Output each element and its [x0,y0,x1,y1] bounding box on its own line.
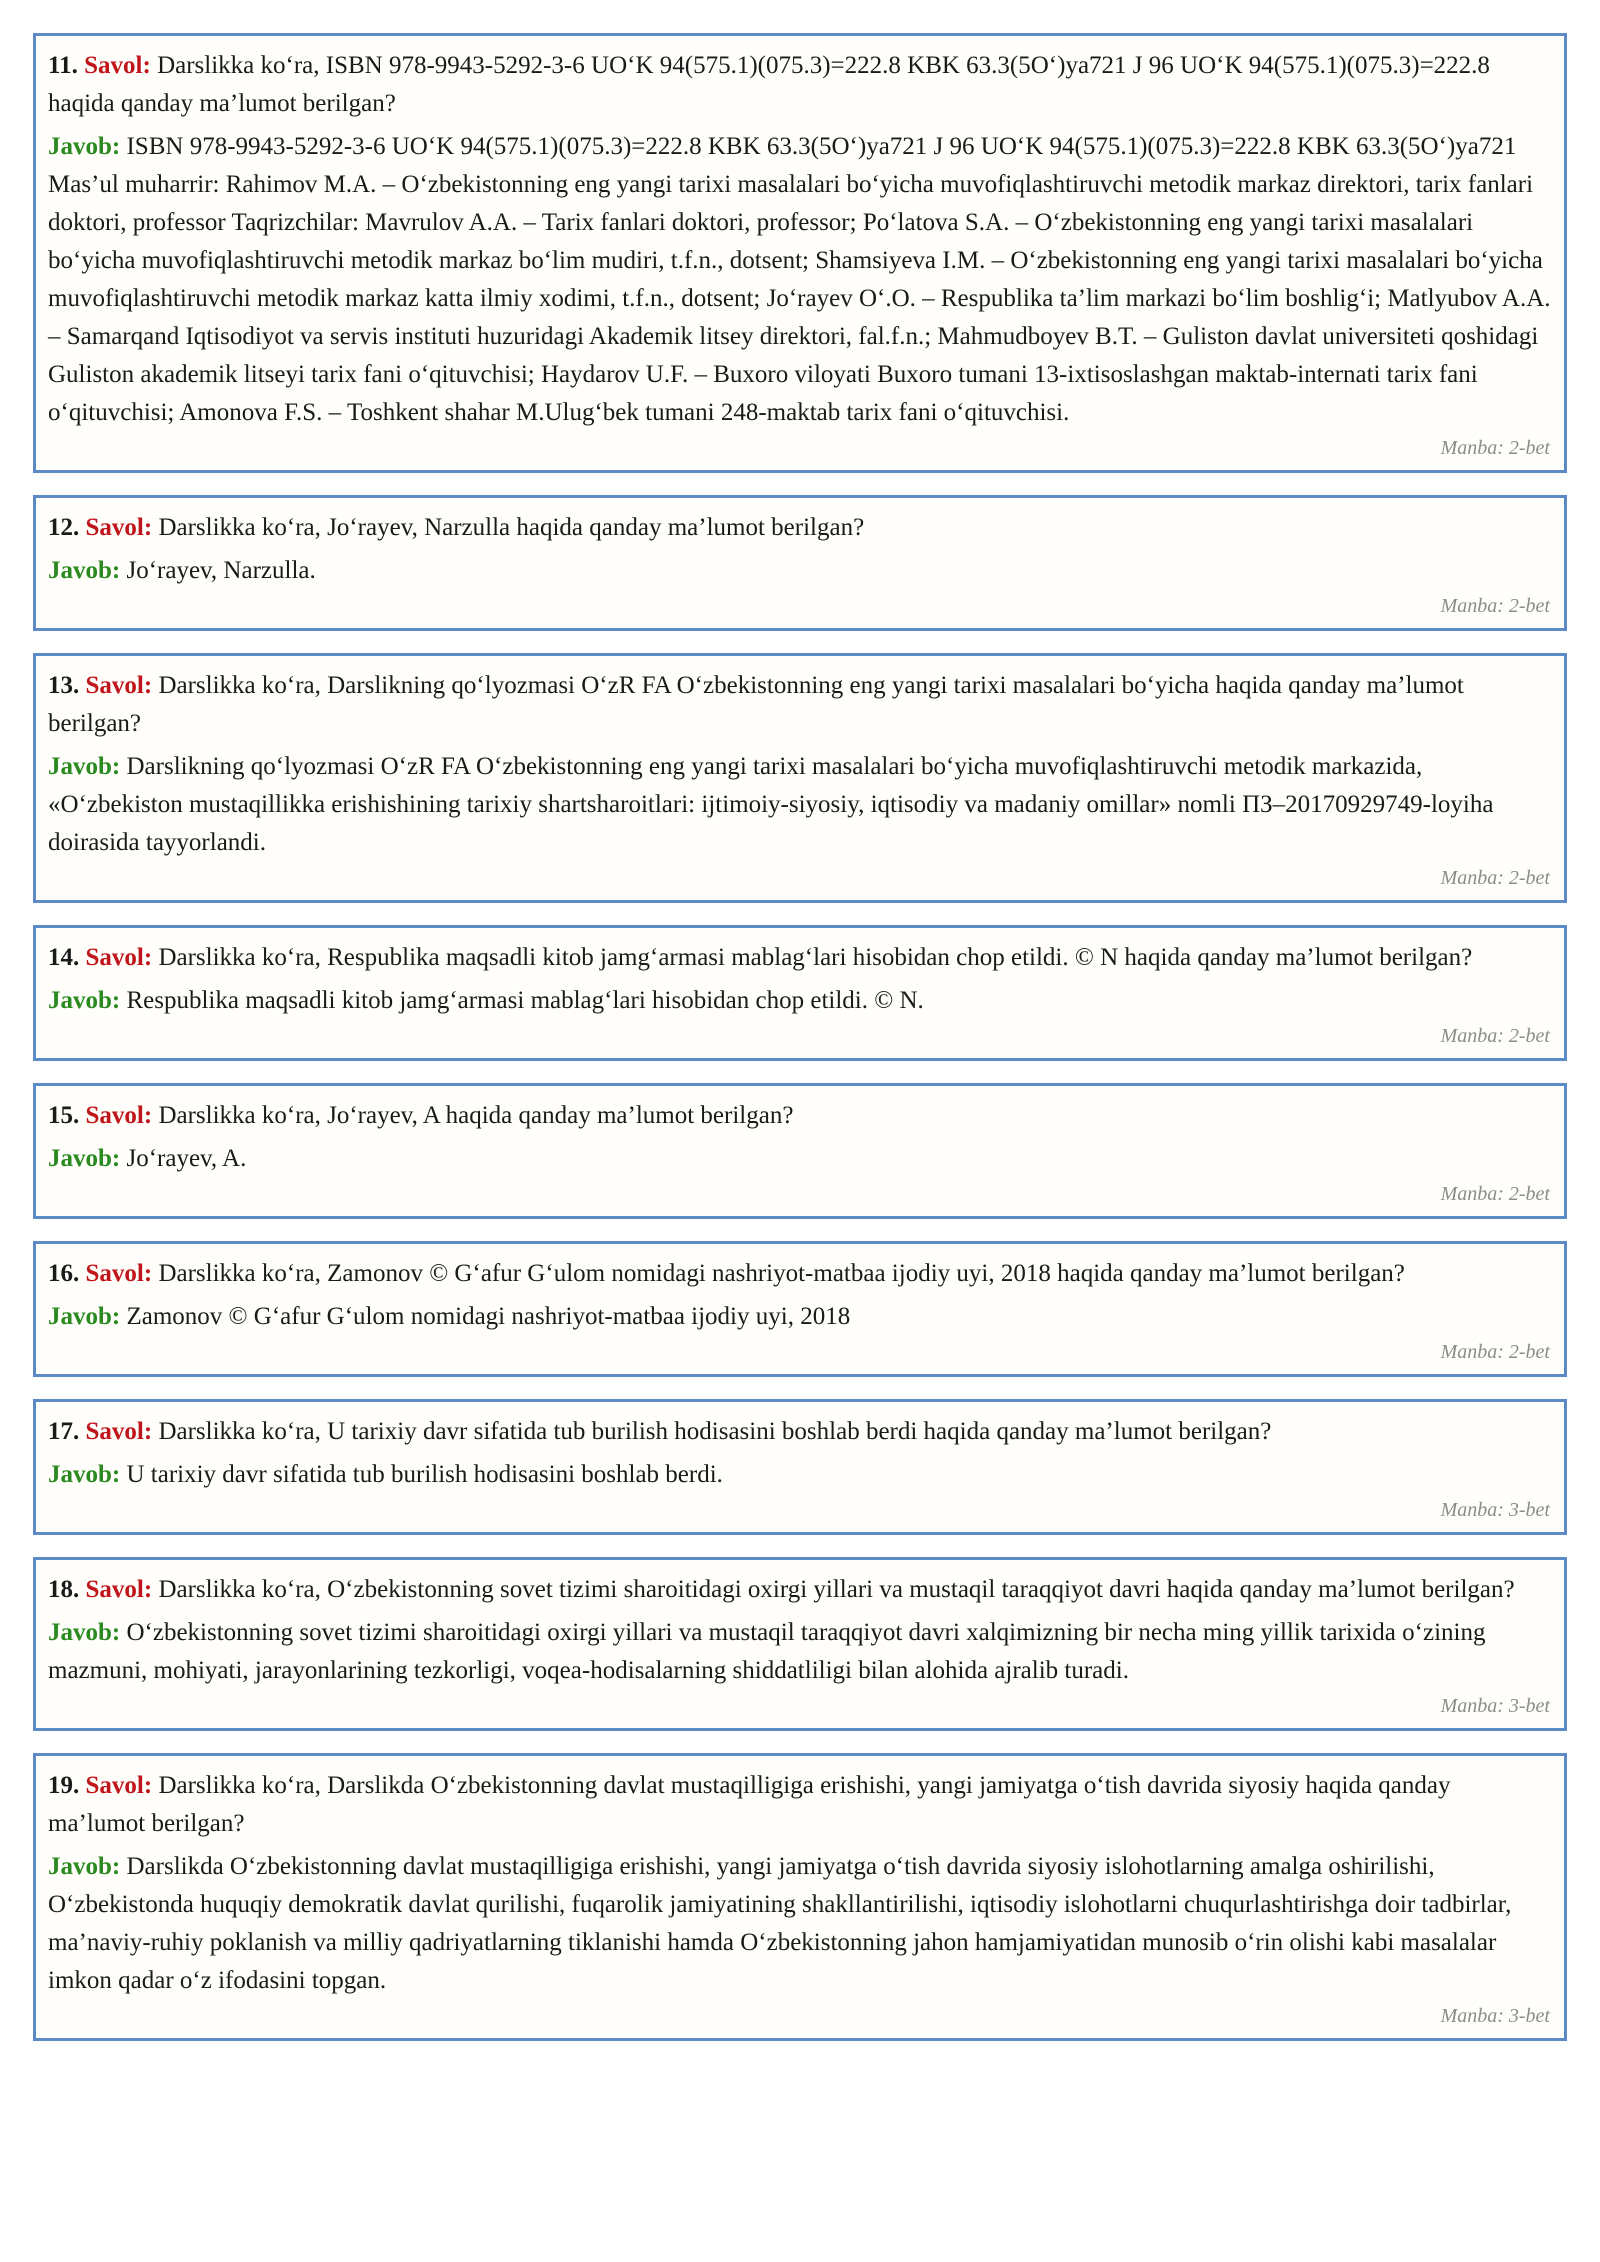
question-number: 12. [48,514,80,541]
question-number: 16. [48,1260,80,1287]
answer-line [48,1614,1552,1690]
qa-card [33,925,1567,1061]
qa-card [33,653,1567,903]
answer-line [48,748,1552,862]
qa-list [33,33,1567,2063]
source-reference: Manba: 2-bet [1440,437,1550,459]
question-text: Darslikka ko‘ra, Respublika maqsadli kitob jamg‘armasi mablag‘lari hisobidan chop etildi. © N haqida qanday ma’lumot berilgan? [158,944,1473,971]
source-reference: Manba: 3-bet [1440,1695,1550,1717]
answer-label: Javob: [48,1619,121,1646]
qa-card [33,1241,1567,1377]
question-text: Darslikka ko‘ra, Jo‘rayev, A haqida qanday ma’lumot berilgan? [158,1102,794,1129]
answer-line [48,1298,1552,1336]
question-text: Darslikka ko‘ra, Zamonov © G‘afur G‘ulom nomidagi nashriyot-matbaa ijodiy uyi, 2018 haqida qanday ma’lumot berilgan? [158,1260,1405,1287]
source-reference: Manba: 3-bet [1440,1499,1550,1521]
answer-line [48,552,1552,590]
question-number: 19. [48,1772,80,1799]
question-label: Savol: [85,1576,153,1603]
answer-label: Javob: [48,133,121,160]
answer-label: Javob: [48,753,121,780]
answer-text: U tarixiy davr sifatida tub burilish hodisasini boshlab berdi. [126,1461,723,1488]
answer-line [48,1456,1552,1494]
question-text: Darslikka ko‘ra, U tarixiy davr sifatida tub burilish hodisasini boshlab berdi haqida qanday ma’lumot berilgan? [158,1418,1272,1445]
question-line [48,509,1552,547]
question-text: Darslikka ko‘ra, Darslikda O‘zbekistonning davlat mustaqilligiga erishishi, yangi jamiyatga o‘tish davrida siyosiy haqida qanday ma’lumot berilgan? [48,1772,1451,1837]
question-label: Savol: [85,944,153,971]
source-reference: Manba: 2-bet [1440,1183,1550,1205]
question-label: Savol: [85,1418,153,1445]
answer-label: Javob: [48,1853,121,1880]
question-text: Darslikka ko‘ra, Jo‘rayev, Narzulla haqida qanday ma’lumot berilgan? [158,514,865,541]
qa-card [33,495,1567,631]
question-label: Savol: [85,1772,153,1799]
question-text: Darslikka ko‘ra, ISBN 978-9943-5292-3-6 UO‘K 94(575.1)(075.3)=222.8 KBK 63.3(5O‘)ya721 J 96 UO‘K 94(575.1)(075.3)=222.8 haqida qanday ma’lumot berilgan? [48,52,1490,117]
source-reference: Manba: 2-bet [1440,595,1550,617]
answer-line [48,1140,1552,1178]
answer-label: Javob: [48,1461,121,1488]
question-number: 18. [48,1576,80,1603]
question-label: Savol: [85,1260,153,1287]
question-label: Savol: [85,514,153,541]
source-reference: Manba: 3-bet [1440,2005,1550,2027]
question-number: 15. [48,1102,80,1129]
answer-label: Javob: [48,557,121,584]
answer-line [48,128,1552,432]
source-reference: Manba: 2-bet [1440,1025,1550,1047]
qa-card [33,33,1567,473]
question-label: Savol: [84,52,151,79]
qa-card [33,1399,1567,1535]
question-line [48,47,1552,123]
question-line [48,1571,1552,1609]
source-reference: Manba: 2-bet [1440,867,1550,889]
qa-card [33,1557,1567,1731]
answer-text: ISBN 978-9943-5292-3-6 UO‘K 94(575.1)(075.3)=222.8 KBK 63.3(5O‘)ya721 J 96 UO‘K 94(575.1)(075.3)=222.8 KBK 63.3(5O‘)ya721 Mas’ul muharrir: Rahimov M.A. – O‘zbekistonning eng yangi tarixi masalalari bo‘yicha muvofiqlashtiruvchi metodik markaz direktori, tarix fanlari doktori, professor Taqrizchilar: Mavrulov A.A. – Tarix fanlari doktori, professor; Po‘latova S.A. – O‘zbekistonning eng yangi tarixi masalalari bo‘yicha muvofiqlashtiruvchi metodik markaz bo‘lim mudiri, t.f.n., dotsent; Shamsiyeva I.M. – O‘zbekistonning eng yangi tarixi masalalari bo‘yicha muvofiqlashtiruvchi metodik markaz katta ilmiy xodimi, t.f.n., dotsent; Jo‘rayev O‘.O. – Respublika ta’lim markazi bo‘lim boshlig‘i; Matlyubov A.A. – Samarqand Iqtisodiyot va servis instituti huzuridagi Akademik litsey direktori, fal.f.n.; Mahmudboyev B.T. – Guliston davlat universiteti qoshidagi Guliston akademik litseyi tarix fani o‘qituvchisi; Haydarov U.F. – Buxoro viloyati Buxoro tumani 13-ixtisoslashgan maktab-internati tarix fani o‘qituvchisi; Amonova F.S. – Toshkent shahar M.Ulug‘bek tumani 248-maktab tarix fani o‘qituvchisi. [48,133,1551,426]
question-number: 13. [48,672,80,699]
answer-text: Jo‘rayev, Narzulla. [126,557,316,584]
question-line [48,667,1552,743]
answer-text: Darslikning qo‘lyozmasi O‘zR FA O‘zbekistonning eng yangi tarixi masalalari bo‘yicha muvofiqlashtiruvchi metodik markazida, «O‘zbekiston mustaqillikka erishishining tarixiy shartsharoitlari: ijtimoiy-siyosiy, iqtisodiy va madaniy omillar» nomli ПЗ–20170929749-loyiha doirasida tayyorlandi. [48,753,1494,856]
question-line [48,939,1552,977]
question-line [48,1097,1552,1135]
question-line [48,1413,1552,1451]
question-number: 17. [48,1418,80,1445]
answer-text: Respublika maqsadli kitob jamg‘armasi mablag‘lari hisobidan chop etildi. © N. [126,987,924,1014]
answer-text: O‘zbekistonning sovet tizimi sharoitidagi oxirgi yillari va mustaqil taraqqiyot davri xalqimizning bir necha ming yillik tarixida o‘zining mazmuni, mohiyati, jarayonlarining tezkorligi, voqea-hodisalarning shiddatliligi bilan alohida ajralib turadi. [48,1619,1486,1684]
answer-text: Jo‘rayev, A. [126,1145,247,1172]
question-number: 14. [48,944,80,971]
question-text: Darslikka ko‘ra, Darslikning qo‘lyozmasi O‘zR FA O‘zbekistonning eng yangi tarixi masalalari bo‘yicha haqida qanday ma’lumot berilgan? [48,672,1464,737]
source-reference: Manba: 2-bet [1440,1341,1550,1363]
qa-card [33,1083,1567,1219]
answer-text: Zamonov © G‘afur G‘ulom nomidagi nashriyot-matbaa ijodiy uyi, 2018 [126,1303,851,1330]
answer-line [48,1848,1552,2000]
answer-label: Javob: [48,1145,121,1172]
answer-line [48,982,1552,1020]
qa-card [33,1753,1567,2041]
answer-label: Javob: [48,987,121,1014]
answer-text: Darslikda O‘zbekistonning davlat mustaqilligiga erishishi, yangi jamiyatga o‘tish davrida siyosiy islohotlarning amalga oshirilishi, O‘zbekistonda huquqiy demokratik davlat qurilishi, fuqarolik jamiyatining shakllantirilishi, iqtisodiy islohotlarni chuqurlashtirishga doir tadbirlar, ma’naviy-ruhiy poklanish va milliy qadriyatlarning tiklanishi hamda O‘zbekistonning jahon hamjamiyatidan munosib o‘rin olishi kabi masalalar imkon qadar o‘z ifodasini topgan. [48,1853,1512,1994]
question-label: Savol: [85,672,153,699]
question-line [48,1255,1552,1293]
question-text: Darslikka ko‘ra, O‘zbekistonning sovet tizimi sharoitidagi oxirgi yillari va mustaqil taraqqiyot davri haqida qanday ma’lumot berilgan? [158,1576,1515,1603]
question-line [48,1767,1552,1843]
question-label: Savol: [85,1102,153,1129]
question-number: 11. [48,52,78,79]
answer-label: Javob: [48,1303,121,1330]
